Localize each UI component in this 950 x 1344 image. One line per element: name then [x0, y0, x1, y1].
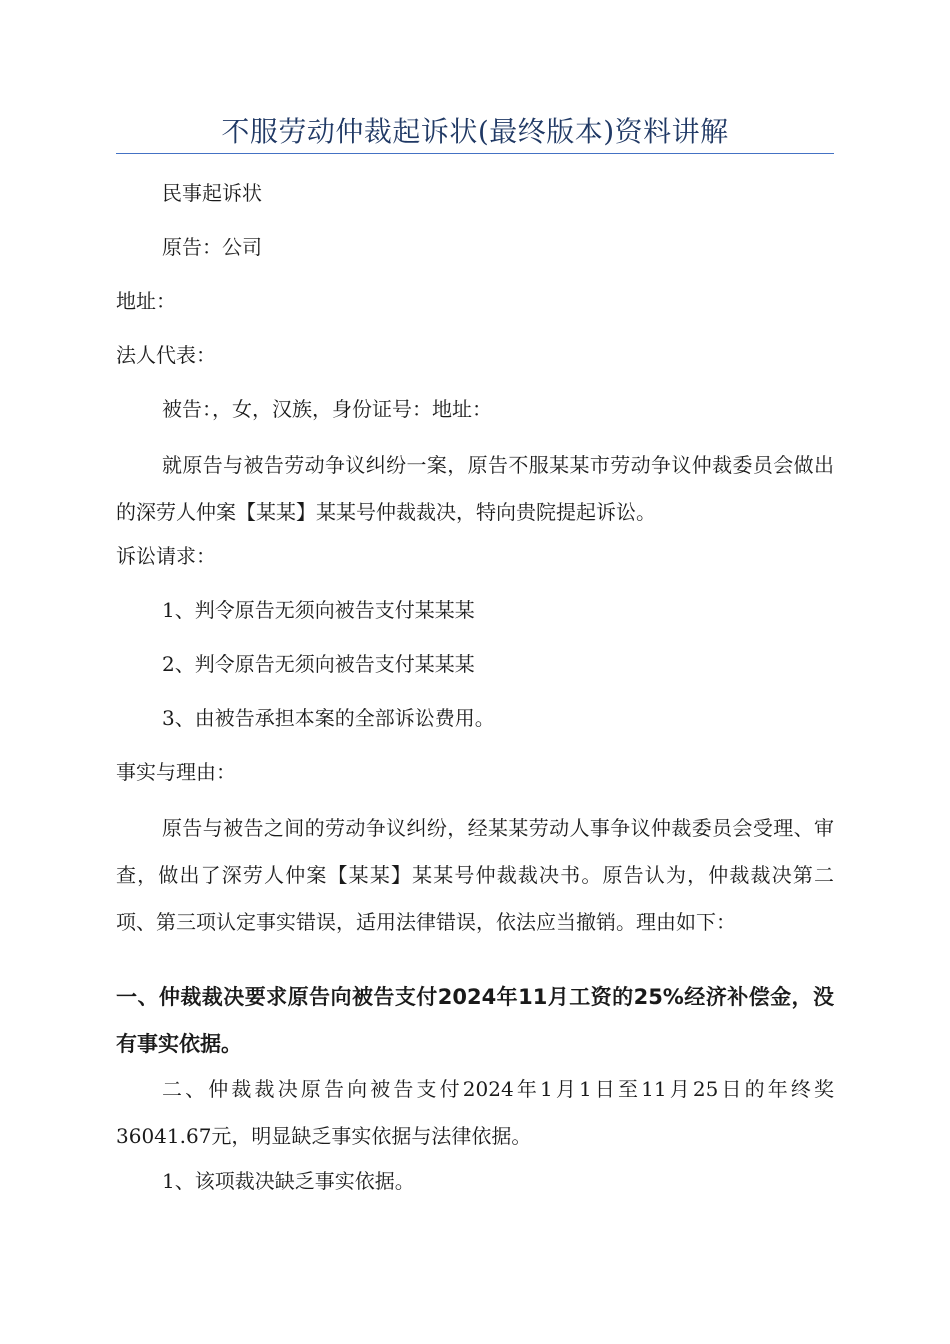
paragraph-facts-body: 原告与被告之间的劳动争议纠纷，经某某劳动人事争议仲裁委员会受理、审查，做出了深劳人仲案【某某】某某号仲裁裁决书。原告认为，仲裁裁决第二项、第三项认定事实错误，适用法律错误，依法应当撤销。理由如下： — [116, 816, 834, 934]
paragraph-reason-2-item-1: 1、该项裁决缺乏事实依据。 — [162, 1169, 415, 1193]
title-underline — [116, 153, 834, 154]
paragraph-claim-1: 1、判令原告无须向被告支付某某某 — [162, 598, 475, 622]
paragraph-claim-2: 2、判令原告无须向被告支付某某某 — [162, 652, 475, 676]
paragraph-claim-3: 3、由被告承担本案的全部诉讼费用。 — [162, 706, 495, 730]
paragraph-legal-rep: 法人代表： — [116, 343, 216, 367]
paragraph-facts-heading: 事实与理由： — [116, 760, 236, 784]
paragraph-claims-heading: 诉讼请求： — [116, 544, 216, 568]
paragraph-plaintiff: 原告：公司 — [162, 235, 262, 259]
document-title: 不服劳动仲裁起诉状(最终版本)资料讲解 — [221, 115, 729, 148]
paragraph-address: 地址： — [116, 289, 176, 313]
paragraph-defendant: 被告：，女，汉族，身份证号：地址： — [162, 397, 492, 421]
paragraph-case-intro: 就原告与被告劳动争议纠纷一案，原告不服某某市劳动争议仲裁委员会做出的深劳人仲案【某某】某某号仲裁裁决，特向贵院提起诉讼。 — [116, 453, 834, 524]
paragraph-reason-2: 二、仲裁裁决原告向被告支付2024年1月1日至11月25日的年终奖36041.67元，明显缺乏事实依据与法律依据。 — [116, 1077, 834, 1148]
paragraph-heading: 民事起诉状 — [162, 181, 262, 205]
paragraph-reason-1: 一、仲裁裁决要求原告向被告支付2024年11月工资的25%经济补偿金，没有事实依据。 — [116, 985, 834, 1056]
